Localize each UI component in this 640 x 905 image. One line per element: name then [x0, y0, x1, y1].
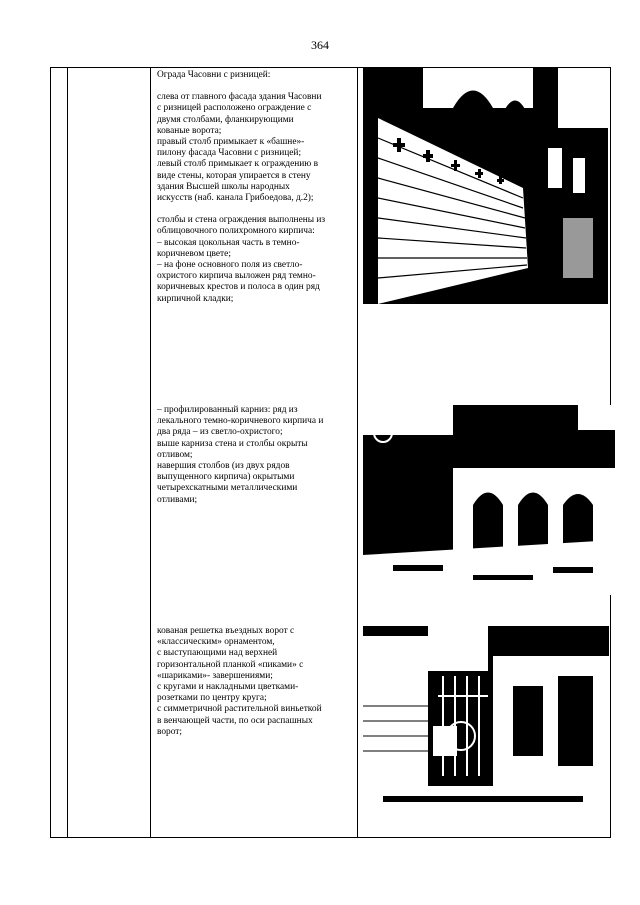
section1-title: Ограда Часовни с ризницей: [157, 70, 271, 80]
section2-line: лекального темно-коричневого кирпича и [157, 416, 324, 427]
section2-line: два ряда – из светло-охристого; [157, 427, 283, 438]
section3-line: с кругами и накладными цветками- [157, 682, 299, 693]
photo-arches [363, 405, 615, 595]
section2-line: отливами; [157, 494, 198, 505]
section1-line: виде стены, которая упирается в стену [157, 170, 311, 181]
section1-line: – высокая цокольная часть в темно- [157, 237, 300, 248]
section3-line: «шариками»- завершениями; [157, 670, 273, 681]
section3-line: ворот; [157, 726, 183, 737]
section1-line: облицовочного полихромного кирпича: [157, 226, 315, 237]
section1-text [157, 70, 355, 305]
section3-line: розетками по центру круга; [157, 693, 267, 704]
section1-line: столбы и стена ограждения выполнены из [157, 215, 326, 226]
section2-line: выпущенного кирпича) окрытыми [157, 472, 295, 483]
section1-line: коричневом цвете; [157, 248, 231, 259]
column-divider-2 [150, 67, 151, 838]
section2-line: – профилированный карниз: ряд из [157, 405, 298, 415]
section3-text [157, 626, 355, 738]
section1-line: кирпичной кладки; [157, 293, 234, 304]
photo-gate [363, 626, 609, 818]
section2-line: выше карниза стена и столбы окрыты [157, 438, 308, 449]
section1-line: охристого кирпича выложен ряд темно- [157, 271, 316, 282]
section1-line: левый столб примыкает к ограждению в [157, 159, 319, 170]
section1-line: кованые ворота; [157, 125, 222, 136]
section1-line: двумя столбами, фланкирующими [157, 114, 294, 125]
section2-line: четырехскатными металлическими [157, 483, 298, 494]
section3-line: «классическим» орнаментом, [157, 637, 275, 648]
section3-line: с симметричной растительной виньеткой [157, 704, 322, 715]
section1-line: правый столб примыкает к «башне»- [157, 137, 305, 148]
page-number: 364 [311, 38, 329, 52]
section3-line: кованая решетка въездных ворот с [157, 626, 295, 636]
section1-line: слева от главного фасада здания Часовни [157, 92, 322, 103]
section1-line: коричневых крестов и полоса в один ряд [157, 282, 320, 293]
section1-line: здания Высшей школы народных [157, 181, 290, 192]
column-divider-1 [67, 67, 68, 838]
section1-line: искусств (наб. канала Грибоедова, д.2); [157, 193, 314, 204]
column-divider-3 [357, 67, 358, 838]
section3-line: горизонтальной планкой «пиками» с [157, 659, 304, 670]
section2-line: навершия столбов (из двух рядов [157, 461, 290, 472]
section2-line: отливом; [157, 449, 193, 460]
section2-text [157, 405, 355, 506]
section3-line: с выступающими над верхней [157, 648, 278, 659]
section3-line: в венчающей части, по оси распашных [157, 715, 313, 726]
section1-line: с ризницей расположено ограждение с [157, 103, 312, 114]
photo-fence-wall [363, 68, 608, 304]
section1-line: – на фоне основного поля из светло- [157, 260, 303, 271]
section1-line: пилону фасада Часовни с ризницей; [157, 148, 302, 159]
